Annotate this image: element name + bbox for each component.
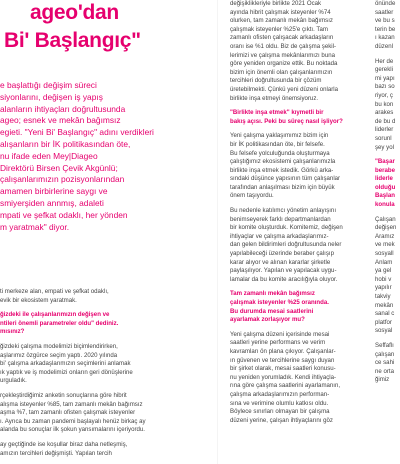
body-line: Aramız xyxy=(375,232,395,240)
body-line: çalışmak isteyenler %25'e çıktı. Tam xyxy=(230,25,328,33)
body-line: saatler xyxy=(375,8,394,16)
body-line: bir şirket olarak, mesai saatleri konusu- xyxy=(230,365,336,373)
body-line: bizim için önemli olan çalışanlarımızın xyxy=(230,68,333,76)
intro-line: egieti. "Yeni Bi' Başlangıç" adını verdikleri xyxy=(0,127,154,138)
body-line: rına göre çalışma saatlerini ayarlamanın, xyxy=(230,382,341,390)
intro-line: mpati ve şefkat odaklı, her yönden xyxy=(0,209,128,220)
body-line: paylaşılıyor. Yapılan ve yapılacak uygu- xyxy=(230,267,337,275)
body-line: nu yeniden yorumladık. Kendi ihtiyaçla- xyxy=(230,373,337,381)
body-line: mi yapı xyxy=(375,74,395,82)
body-line: düzenl xyxy=(375,42,393,50)
question-line: Başlan xyxy=(375,192,395,200)
body-line: urguladık. xyxy=(0,377,27,385)
body-line: benimseyerek farklı departmanlardan xyxy=(230,215,331,223)
question-line: konula xyxy=(375,201,395,209)
body-line: sına ve verimine olumlu katkısı oldu. xyxy=(230,399,329,407)
question-line: "Başar xyxy=(375,158,395,166)
body-line: bazı so xyxy=(375,83,395,91)
question-line: liderle xyxy=(375,175,393,183)
body-line: alanda bu sonuçlar ilk şokun yansımalarını içeriyordu. xyxy=(0,426,145,434)
body-line: kavramları ön plana çıkıyor. Çalışanlar- xyxy=(230,347,336,355)
body-line: tarafından anlaşılması bizim için büyük xyxy=(230,183,335,191)
body-line: çalıştığımız ekosistemi çalışanlarımızla xyxy=(230,158,336,166)
body-line: bir İK politikasından öte, bir felsefe. xyxy=(230,140,325,148)
middle-column xyxy=(230,0,370,464)
body-line: aşlarımız özgürce seçim yaptı. 2020 yılında xyxy=(0,351,118,359)
body-line: bir komite oluşturduk. Komitemiz, değişen xyxy=(230,224,343,232)
body-line: de bu d xyxy=(375,117,396,125)
body-line: Bu nedenle katılımcı yönetim anlayışını xyxy=(230,207,337,215)
body-line: aşma %7, tam zamanlı ofisten çalışmak isteyenler xyxy=(0,409,136,417)
body-line: birlikte inşa etmeyi önemsiyoruz. xyxy=(230,94,319,102)
body-line: üretebilmekti. Çünkü yeni düzeni onlarla xyxy=(230,85,339,93)
body-line: çalışma arkadaşlarımızın performan- xyxy=(230,390,330,398)
body-line: ık yaptık ve iş modelimizi onların geri dönüşlerine xyxy=(0,368,133,376)
intro-line: nu ifade eden Mey|Diageo xyxy=(0,150,98,161)
body-line: karar alıyor ve alınan kararlar şirketle xyxy=(230,258,331,266)
body-line: alışma isteyenler %85, tam zamanlı mekân bağımsız xyxy=(0,400,143,408)
body-line: evik bir ekosistem yaratmak. xyxy=(0,296,77,304)
intro-line: amamen birbirlerine saygı ve xyxy=(0,186,108,197)
body-line: zamanlı ofisten çalışacak arkadaşların xyxy=(230,34,334,42)
body-line: liderler xyxy=(375,126,394,134)
body-line: ı. Ayrıca bu zaman pandemi başlayalı henüz birkaç ay xyxy=(0,417,146,425)
body-line: rçekleştirdiğimiz anketin sonuçlarına göre hibrit xyxy=(0,391,127,399)
body-line: şey yol xyxy=(375,143,394,151)
body-line: önem taşıyordu. xyxy=(230,192,274,200)
body-line: ın güvenen ve tercihlerine saygı duyan xyxy=(230,356,335,364)
body-line: Her de xyxy=(375,57,394,65)
left-body-text xyxy=(0,288,198,458)
body-line: riyor, ç xyxy=(375,91,393,99)
intro-line: smiyerşiden annmış, adaleti xyxy=(0,197,104,208)
body-line: sosyal xyxy=(375,327,393,335)
body-line: gerekli xyxy=(375,66,393,74)
body-line: sorunl xyxy=(375,134,392,142)
question-line: mısınız? xyxy=(0,328,25,336)
body-line: oranı ise %1 oldu. Biz de çalışma şekil- xyxy=(230,42,337,50)
body-line: çalışan xyxy=(375,350,395,358)
body-line: sosyall xyxy=(375,250,394,258)
question-line: bakış açısı. Peki bu süreç nasıl işliyor? xyxy=(230,117,343,125)
body-line: sanal c xyxy=(375,310,395,318)
body-line: ne orta xyxy=(375,367,394,375)
body-line: ve mek xyxy=(375,241,395,249)
body-line: lamalar da bu komite aracılığıyla oluyor. xyxy=(230,275,338,283)
intro-line: siyonlarını, değişen iş yapış xyxy=(0,91,103,102)
body-line: dan gelen bildirimleri doğrultusunda neler xyxy=(230,241,342,249)
body-line: bi' çalışma arkadaşlarımızın seçimlerini anlamak xyxy=(0,360,131,368)
question-line: olduğu xyxy=(375,183,396,191)
body-line: birlikte inşa etmek istedik. Görkü arka- xyxy=(230,166,334,174)
body-line: Çalışan xyxy=(375,215,396,223)
intro-line: çalışanlarımızın pozisyonlarından xyxy=(0,174,125,185)
intro-line: m yaratmak" diyor. xyxy=(0,221,70,232)
question-line: ğizdeki ile çalışanlarımızın değişen ve xyxy=(0,311,110,319)
body-line: ve bu s xyxy=(375,17,395,25)
body-line: saatleri yerine performans ve verim xyxy=(230,339,326,347)
body-line: değişiklikleriyle birlikte 2021 Ocak xyxy=(230,0,322,7)
body-line: platfor xyxy=(375,318,392,326)
body-line: mekân xyxy=(375,301,394,309)
right-column xyxy=(375,0,400,464)
body-line: ihtiyaçlar ve çalışma arkadaşlarımız- xyxy=(230,232,329,240)
title-line-2: Bi' Başlangıç" xyxy=(4,29,141,52)
body-line: lerimizi ve çalışma mekânlarımızı buna xyxy=(230,51,335,59)
body-line: ti merkeze alan, empati ve şefkat odaklı, xyxy=(0,288,109,295)
body-line: ı kazan xyxy=(375,34,395,42)
body-line: ce sahi xyxy=(375,359,395,367)
column-divider xyxy=(217,0,218,464)
intro-line: alışanların bir İK politikasından öte, xyxy=(0,138,131,149)
question-line: berabe xyxy=(375,166,395,174)
body-line: değişen xyxy=(375,224,397,232)
body-line: yapılır xyxy=(375,284,392,292)
body-line: Anlam xyxy=(375,258,393,266)
body-line: Bu felsefe yolculuğunda oluşturmaya xyxy=(230,149,330,157)
question-line: "Birlikte inşa etmek" kıymetli bir xyxy=(230,109,324,117)
body-line: takviy xyxy=(375,293,391,300)
body-line: hobi v xyxy=(375,275,392,283)
article-title xyxy=(0,2,196,52)
intro-line: e başlattığı değişim süreci xyxy=(0,80,97,90)
intro-line: alanların ihtiyaçları doğrultusunda xyxy=(0,103,126,114)
question-line: ntileri önemli parametreler oldu" dediniz. xyxy=(0,319,119,327)
body-line: Yeni çalışma yaklaşımımız bizim için xyxy=(230,132,329,140)
body-line: olurken, tam zamanlı mekân bağımsız xyxy=(230,17,333,25)
body-line: düzeni yerine, çalışan ihtiyaçlarını göz xyxy=(230,416,333,424)
title-line-1: ageo'dan xyxy=(30,1,119,24)
body-line: tercihleri doğrultusunda bir çözüm xyxy=(230,77,322,85)
body-line: Yeni çalışma düzeni içerisinde mesai xyxy=(230,330,330,338)
intro-paragraph xyxy=(0,80,196,233)
question-line: Bu durumda mesai saatlerini xyxy=(230,307,314,315)
body-line: ğizdeki çalışma modelimizi biçimlendirirken, xyxy=(0,342,118,350)
intro-line: Direktörü Birsen Çevik Akgünlü; xyxy=(0,162,118,173)
body-line: ay geçtiğinde ise koşullar biraz daha netleşmiş, xyxy=(0,440,128,448)
body-line: ya gel xyxy=(375,267,392,275)
body-line: sındaki düşünce yapısının tüm çalışanlar xyxy=(230,175,341,183)
body-line: ayında hibrit çalışmak isteyenler %74 xyxy=(230,8,331,16)
question-line: Tam zamanlı mekân bağımsız xyxy=(230,290,315,298)
body-line: önünde xyxy=(375,0,396,7)
body-line: bu kon xyxy=(375,100,394,108)
question-line: ayarlamak zorlaşıyor mu? xyxy=(230,316,305,324)
body-line: ğimiz xyxy=(375,376,390,384)
body-line: arakes xyxy=(375,109,394,117)
body-line: Seffaflı xyxy=(375,341,394,349)
intro-line: ageo; esnek ve mekân bağımsız xyxy=(0,115,121,126)
body-line: göre yeniden organize ettik. Bu noktada xyxy=(230,60,338,68)
body-line: amızın tercihleri değişmişti. Yapılan tercih xyxy=(0,449,112,457)
body-line: Böylece sınırları olmayan bir çalışma xyxy=(230,408,330,416)
body-line: yapılabileceği üzerinde beraber çalışıp xyxy=(230,250,334,258)
body-line: terin be xyxy=(375,25,396,33)
question-line: çalışmak isteyenler %25 oranında. xyxy=(230,299,329,306)
